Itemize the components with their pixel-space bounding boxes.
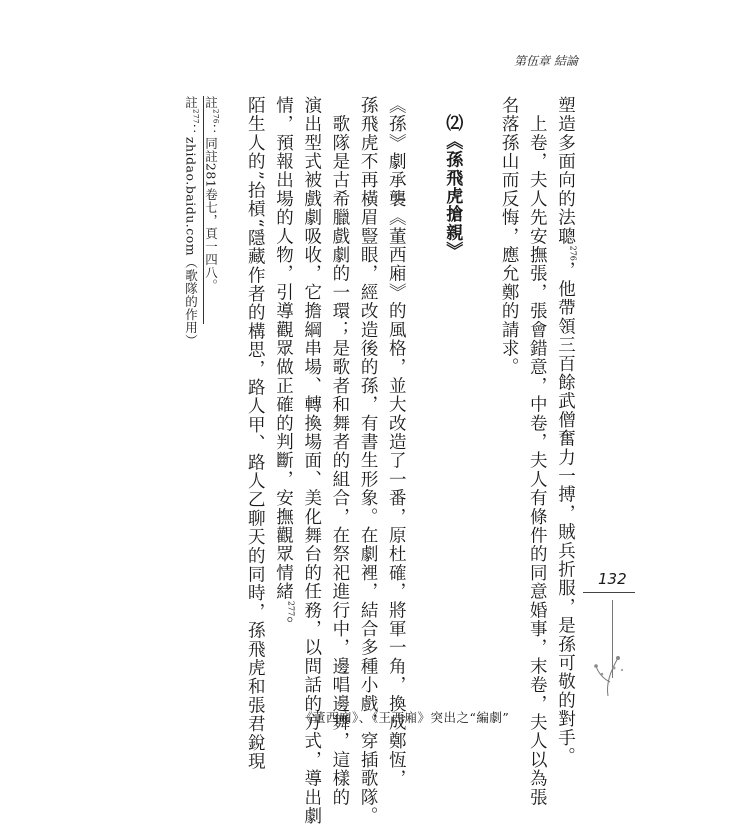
body-column: 名落孫山而反悔，應允鄭的請求。	[499, 96, 520, 377]
body-column: 上卷，夫人先安撫張，張會錯意，中卷，夫人有條件的同意婚事，末卷，夫人以為張	[527, 96, 548, 807]
body-column: 《孫》劇承襲《董西廂》的風格，並大改造了一番，原杜確，將軍一角，換成鄭恆，	[386, 96, 407, 788]
footnote: 註$^{277}$：zhidao.baidu.com（歌隊的作用）	[183, 96, 200, 348]
footnote: 註$^{276}$：同註281卷七，頁一四八。	[203, 96, 220, 293]
body-column: 陌生人的”抬槓“隱藏作者的構思，路人甲、路人乙聊天的同時，孫飛虎和張君銳現	[245, 96, 266, 771]
body-column: 塑造多面向的法聰$^{276}$，他帶領三百餘武僧奮力一搏，賊兵折服，是孫可敬的對手。	[555, 96, 578, 766]
body-column: 情，預報出場的人物，引導觀眾做正確的判斷，安撫觀眾情緒$^{277}$。	[273, 96, 296, 635]
footnote-marker: 277	[286, 600, 296, 617]
section-heading: ⑵《孫飛虎搶親》	[442, 96, 463, 260]
body-column: 歌隊是古希臘戲劇的一環；是歌者和舞者的組合，在祭祀進行中，邊唱邊舞，這樣的	[329, 96, 350, 807]
floral-ornament-icon	[588, 652, 628, 698]
body-column: 演出型式被戲劇吸收，它擔綱串場、轉換場面、美化舞台的任務，以問話的方式，導出劇	[301, 96, 322, 825]
footnote-marker: 276	[568, 245, 578, 261]
footnote-marker: 277	[191, 109, 200, 124]
page-number: 132	[598, 570, 627, 588]
body-column: 孫飛虎不再橫眉豎眼，經改造後的孫，有書生形象。在劇裡，結合多種小戲，穿插歌隊。	[358, 96, 379, 825]
running-header: 第伍章 結論	[514, 54, 578, 68]
page-number-rule	[583, 592, 635, 593]
footnote-marker: 276	[211, 109, 220, 124]
page-footer-title: 《董西廂》、《王西廂》突出之“編劇”	[300, 710, 510, 725]
